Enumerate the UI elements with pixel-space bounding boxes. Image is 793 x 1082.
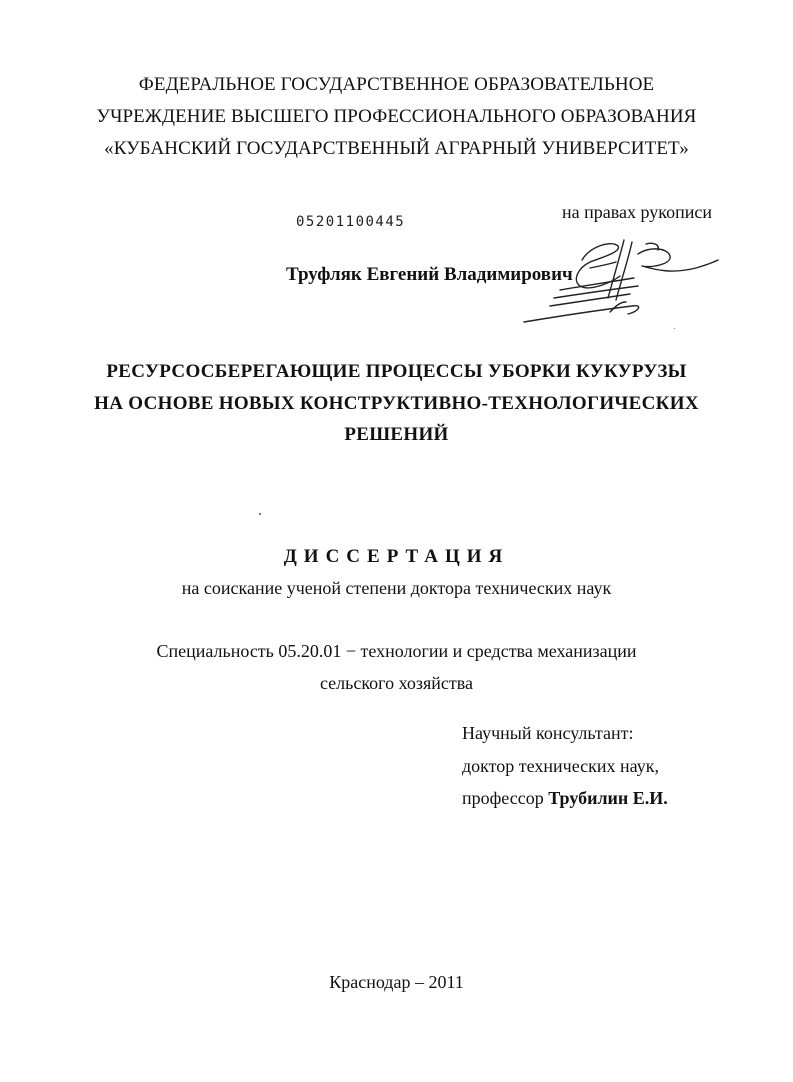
signature-icon <box>520 232 720 332</box>
rights-note: на правах рукописи <box>562 202 712 222</box>
institution-line-2: УЧРЕЖДЕНИЕ ВЫСШЕГО ПРОФЕССИОНАЛЬНОГО ОБРАЗОВАНИЯ <box>96 106 697 127</box>
consultant-line <box>462 788 668 809</box>
degree-line: на соискание ученой степени доктора технических наук <box>181 578 612 598</box>
title-line-1: РЕСУРСОСБЕРЕГАЮЩИЕ ПРОЦЕССЫ УБОРКИ КУКУРУЗЫ <box>106 361 687 382</box>
consultant-rank: профессор <box>462 788 544 808</box>
specialty-line-1: Специальность 05.20.01 − технологии и средства механизации <box>156 641 637 661</box>
institution-line-1: ФЕДЕРАЛЬНОЕ ГОСУДАРСТВЕННОЕ ОБРАЗОВАТЕЛЬНОЕ <box>138 74 655 95</box>
serial-number: 05201100445 <box>296 214 406 230</box>
document-type: ДИССЕРТАЦИЯ <box>283 546 510 567</box>
scan-speck <box>259 513 261 515</box>
author-name: Труфляк Евгений Владимирович <box>286 264 573 285</box>
institution-line-3: «КУБАНСКИЙ ГОСУДАРСТВЕННЫЙ АГРАРНЫЙ УНИВЕРСИТЕТ» <box>104 138 689 159</box>
consultant-label: Научный консультант: <box>462 723 634 743</box>
scan-speck <box>674 328 675 329</box>
consultant-name: Трубилин Е.И. <box>548 788 668 808</box>
consultant-degree: доктор технических наук, <box>462 756 659 776</box>
specialty-line-2: сельского хозяйства <box>319 673 474 693</box>
title-line-3: РЕШЕНИЙ <box>344 424 449 445</box>
city-year: Краснодар – 2011 <box>329 972 464 992</box>
title-line-2: НА ОСНОВЕ НОВЫХ КОНСТРУКТИВНО-ТЕХНОЛОГИЧЕСКИХ <box>94 393 699 414</box>
